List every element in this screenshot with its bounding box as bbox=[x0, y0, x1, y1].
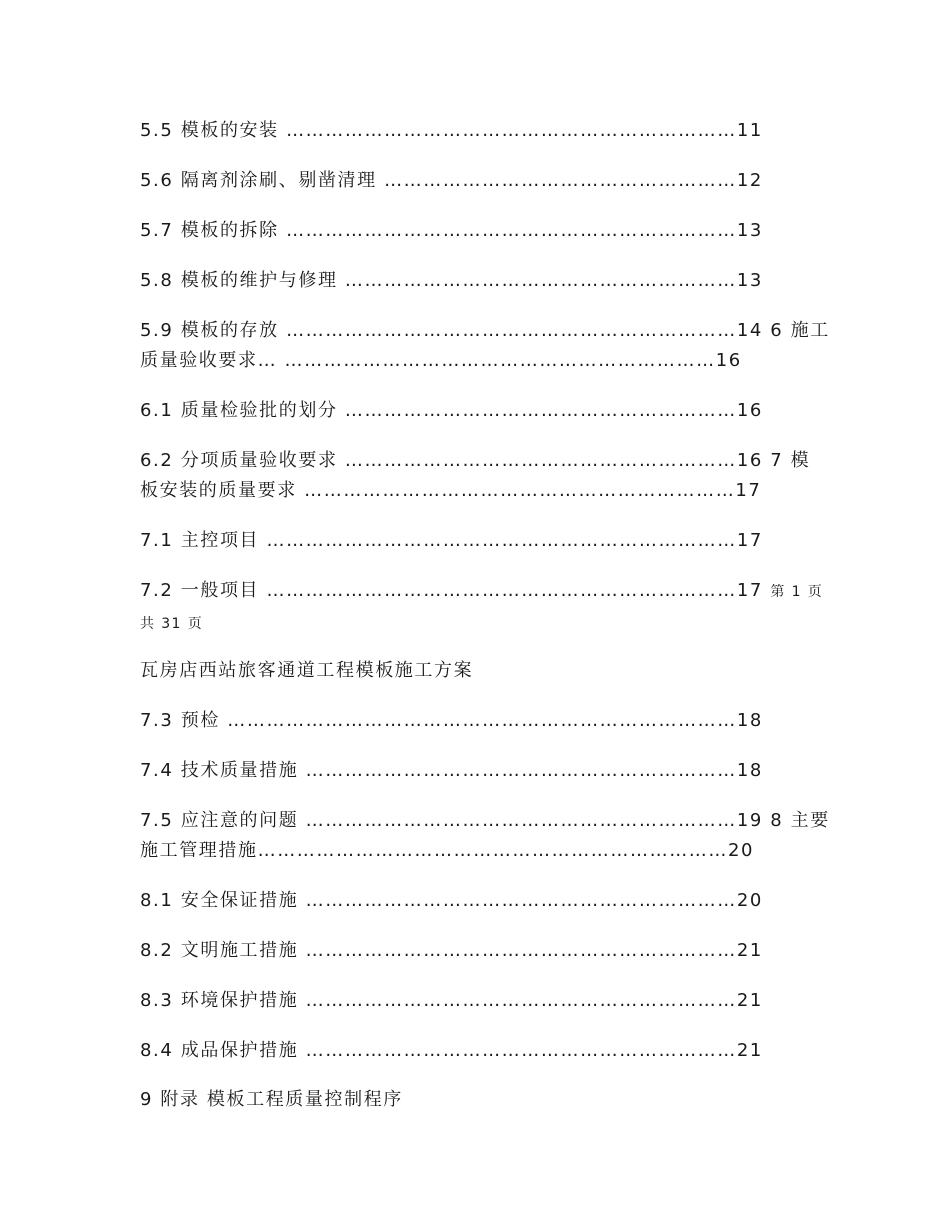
toc-entry-8: 施工管理措施………………………………………………………………20 bbox=[140, 840, 755, 861]
toc-entry-5-6: 5.6 隔离剂涂刷、剔凿清理 ………………………………………………12 bbox=[140, 170, 763, 191]
toc-entry-6-1: 6.1 质量检验批的划分 ……………………………………………………16 bbox=[140, 400, 763, 421]
toc-entry-7-5: 7.5 应注意的问题 …………………………………………………………19 8 主要 bbox=[140, 810, 830, 831]
toc-entry-6-2: 6.2 分项质量验收要求 ……………………………………………………16 7 模 bbox=[140, 450, 811, 471]
toc-entry-8-4: 8.4 成品保护措施 …………………………………………………………21 bbox=[140, 1040, 763, 1061]
toc-entry-7-1: 7.1 主控项目 ………………………………………………………………17 bbox=[140, 530, 763, 551]
toc-entry-8-3: 8.3 环境保护措施 …………………………………………………………21 bbox=[140, 990, 763, 1011]
page-total: 共 31 页 bbox=[140, 616, 204, 632]
toc-entry-7-3: 7.3 预检 ……………………………………………………………………18 bbox=[140, 710, 763, 731]
toc-entry-8-2: 8.2 文明施工措施 …………………………………………………………21 bbox=[140, 940, 763, 961]
toc-entry-7-4: 7.4 技术质量措施 …………………………………………………………18 bbox=[140, 760, 763, 781]
page-number: 第 1 页 bbox=[770, 584, 824, 600]
toc-entry-6: 质量验收要求… …………………………………………………………16 bbox=[140, 350, 742, 371]
toc-entry-7-2-text: 7.2 一般项目 ………………………………………………………………17 bbox=[140, 580, 763, 601]
document-header: 瓦房店西站旅客通道工程模板施工方案 bbox=[140, 660, 474, 681]
toc-entry-5-5: 5.5 模板的安装 ……………………………………………………………11 bbox=[140, 120, 763, 141]
toc-entry-9: 9 附录 模板工程质量控制程序 bbox=[140, 1089, 403, 1110]
toc-entry-5-7: 5.7 模板的拆除 ……………………………………………………………13 bbox=[140, 220, 763, 241]
toc-entry-5-9: 5.9 模板的存放 ……………………………………………………………14 6 施工 bbox=[140, 320, 830, 341]
toc-entry-8-1: 8.1 安全保证措施 …………………………………………………………20 bbox=[140, 890, 763, 911]
toc-entry-7: 板安装的质量要求 …………………………………………………………17 bbox=[140, 480, 762, 501]
toc-entry-7-2 bbox=[140, 579, 823, 604]
toc-entry-5-8: 5.8 模板的维护与修理 ……………………………………………………13 bbox=[140, 270, 763, 291]
